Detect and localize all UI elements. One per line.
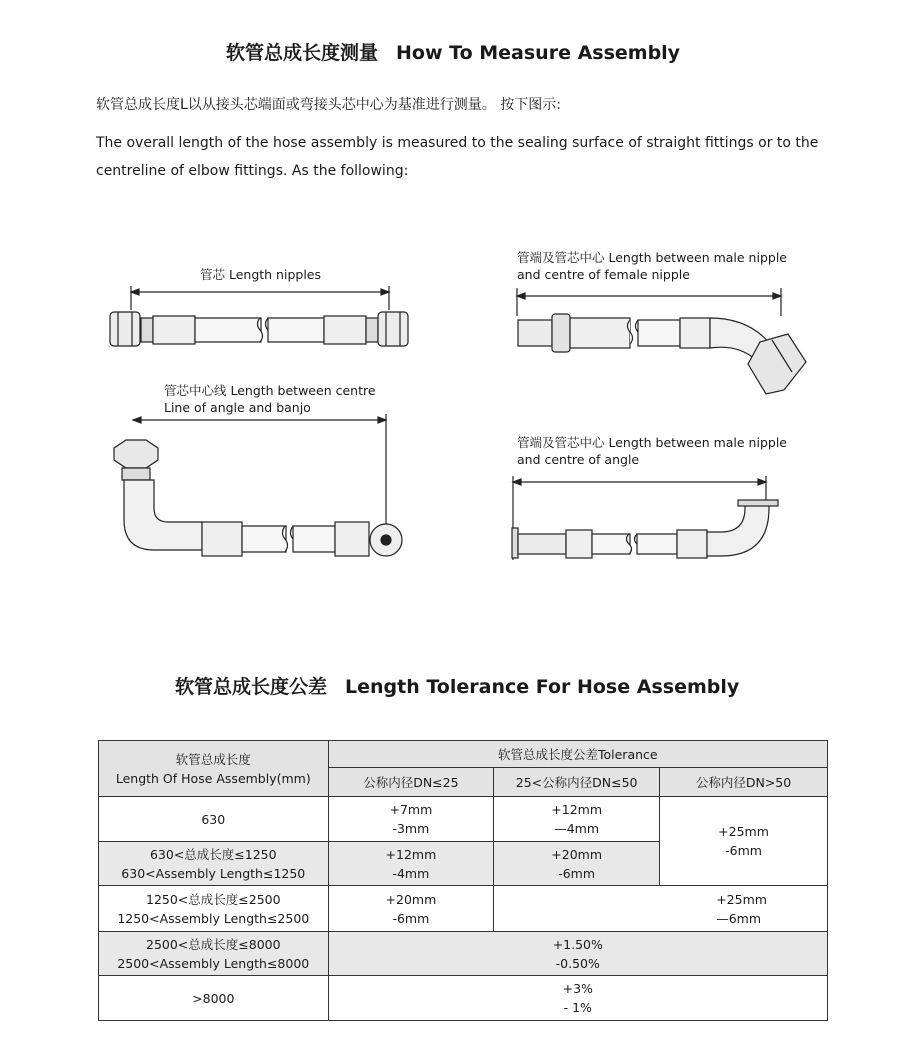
diagram3-label-line1: 管芯中心线 Length between centre <box>164 383 376 398</box>
tol-cell: +20mm -6mm <box>328 886 494 932</box>
col-header-tolerance: 软管总成长度公差Tolerance <box>328 741 827 768</box>
tol-cell: +20mm -6mm <box>494 842 660 886</box>
title2-en: Length Tolerance For Hose Assembly <box>345 676 740 698</box>
sub-header-dn-gt50: 公称内径DN>50 <box>660 768 828 797</box>
intro-en-line1: The overall length of the hose assembly is measured to the sealing surface of straight fittings or to the <box>96 135 819 151</box>
title-zh: 软管总成长度测量 <box>226 42 379 64</box>
length-cell: 630 <box>99 797 329 842</box>
col-header-length: 软管总成长度 Length Of Hose Assembly(mm) <box>99 741 329 797</box>
intro-zh: 软管总成长度L以从接头芯端面或弯接头芯中心为基准进行测量。 按下图示: <box>96 97 561 113</box>
diagram2-label-line2: and centre of female nipple <box>517 267 690 282</box>
section-title-tolerance <box>175 672 739 699</box>
tol-cell: +12mm -4mm <box>328 842 494 886</box>
tol-cell: +12mm —4mm <box>494 797 660 842</box>
intro-en-line2: centreline of elbow fittings. As the following: <box>96 163 409 179</box>
diagram1-label: 管芯 Length nipples <box>200 267 322 282</box>
tolerance-table <box>98 740 828 1021</box>
length-cell: >8000 <box>99 976 329 1021</box>
diagram1-straight-hose <box>110 286 408 346</box>
diagram2-label-line1: 管端及管芯中心 Length between male nipple <box>517 250 787 265</box>
sub-header-dn50: 25<公称内径DN≤50 <box>494 768 660 797</box>
diagram4-angle-hose <box>512 476 778 560</box>
diagram3-label-line2: Line of angle and banjo <box>164 400 311 415</box>
tol-cell: +7mm -3mm <box>328 797 494 842</box>
title2-zh: 软管总成长度公差 <box>175 676 328 698</box>
diagram4-label-line1: 管端及管芯中心 Length between male nipple <box>517 435 787 450</box>
tol-cell: +25mm —6mm <box>494 886 828 932</box>
diagram2-elbow-hose <box>517 288 806 394</box>
length-cell: 2500<总成长度≤8000 2500<Assembly Length≤8000 <box>99 932 329 976</box>
table-row <box>99 886 828 932</box>
table-row <box>99 797 828 842</box>
title-en: How To Measure Assembly <box>396 42 681 64</box>
sub-header-dn25: 公称内径DN≤25 <box>328 768 494 797</box>
table-row <box>99 976 828 1021</box>
diagram3-banjo-hose <box>114 414 402 556</box>
tol-cell: +1.50% -0.50% <box>328 932 827 976</box>
tol-cell: +25mm -6mm <box>660 797 828 886</box>
table-row <box>99 932 828 976</box>
tol-cell: +3% - 1% <box>328 976 827 1021</box>
length-cell: 630<总成长度≤1250 630<Assembly Length≤1250 <box>99 842 329 886</box>
diagram4-label-line2: and centre of angle <box>517 452 640 467</box>
length-cell: 1250<总成长度≤2500 1250<Assembly Length≤2500 <box>99 886 329 932</box>
